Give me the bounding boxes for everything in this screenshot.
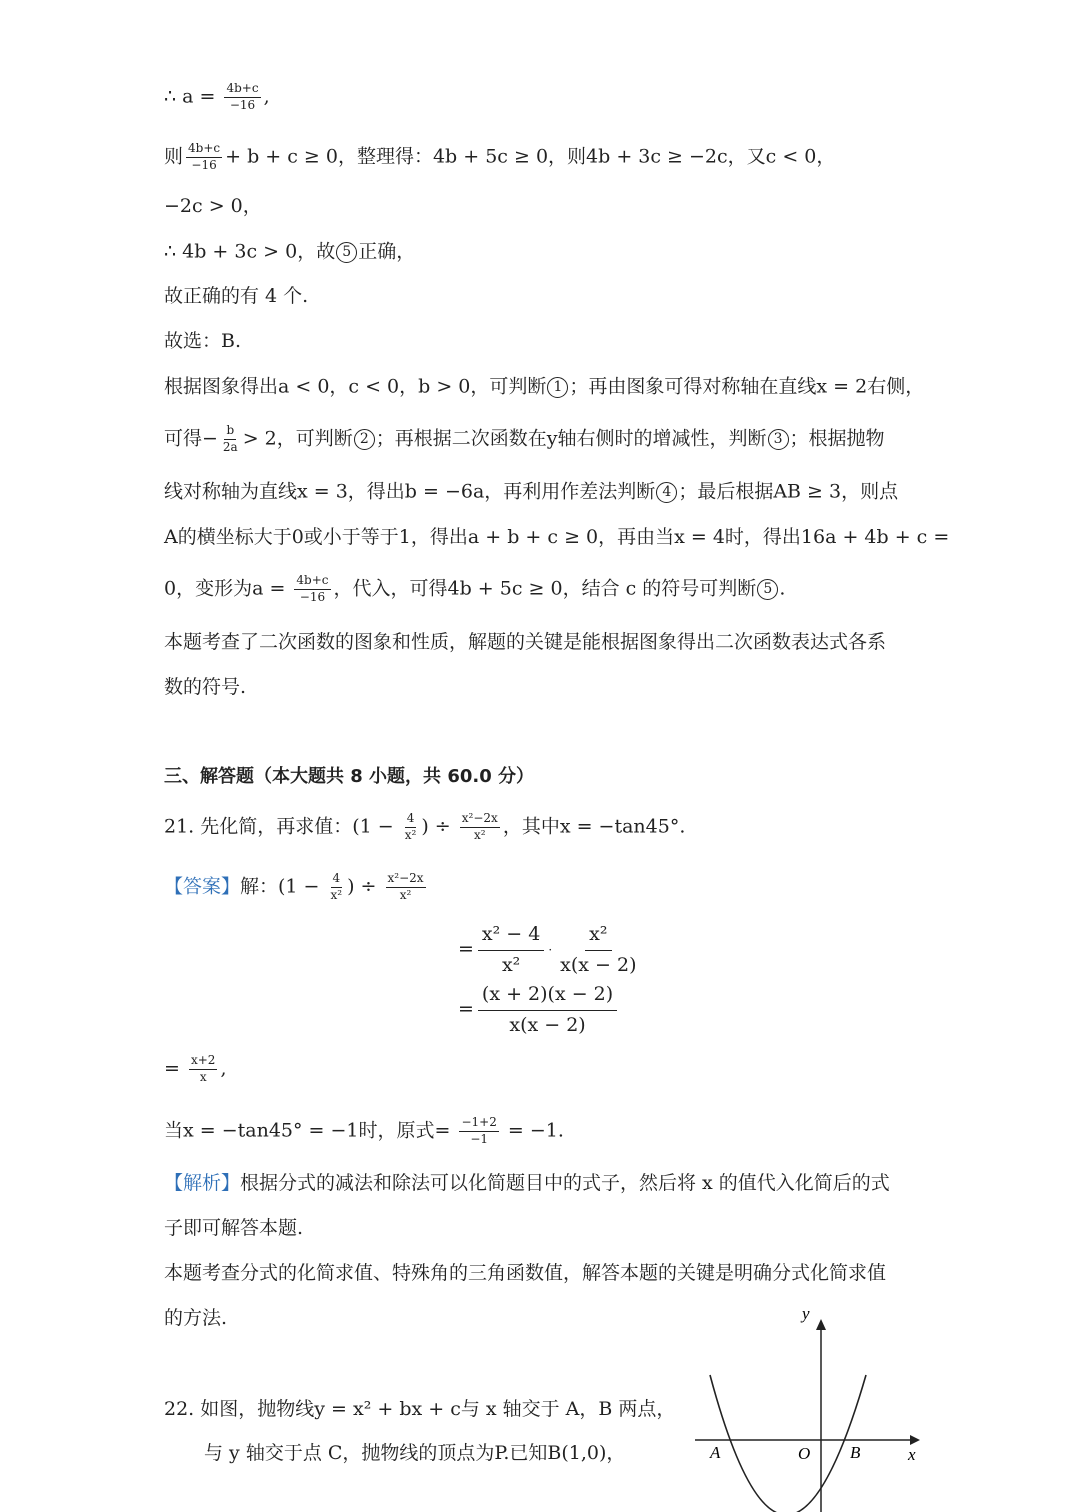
line-simplify bbox=[164, 142, 835, 173]
q21-evaluate bbox=[164, 1116, 564, 1147]
q21-stem bbox=[164, 812, 685, 843]
numerator: x²−2x bbox=[460, 812, 500, 828]
text: = bbox=[458, 938, 474, 961]
fraction bbox=[478, 982, 617, 1038]
text: 则 bbox=[164, 145, 184, 168]
answer-tag: 【答案】 bbox=[164, 875, 241, 898]
denominator: x² bbox=[399, 887, 412, 902]
q21-analysis-1 bbox=[164, 1174, 890, 1193]
text: ；最后根据AB ≥ 3，则点 bbox=[678, 480, 899, 503]
numerator: 4b+c bbox=[294, 574, 330, 590]
text: ) ÷ bbox=[347, 875, 383, 898]
numerator: x² bbox=[585, 922, 611, 951]
denominator: −16 bbox=[229, 97, 256, 112]
q21-step-3 bbox=[164, 1054, 226, 1085]
text: 正确， bbox=[358, 240, 416, 263]
q22-stem-1: 22. 如图，抛物线y = x² + bx + c与 x 轴交于 A，B 两点， bbox=[164, 1398, 676, 1420]
numerator: 4 bbox=[331, 872, 343, 888]
text: 0，变形为a = bbox=[164, 577, 292, 600]
line-a-expression bbox=[164, 82, 270, 113]
line-conclusion-5 bbox=[164, 242, 415, 263]
denominator: −1 bbox=[470, 1131, 489, 1146]
fraction bbox=[294, 574, 330, 605]
text: ∴ 4b + 3c > 0，故 bbox=[164, 240, 336, 263]
denominator: 2a bbox=[222, 439, 238, 454]
text: ) ÷ bbox=[421, 815, 457, 838]
line-analysis-1 bbox=[164, 377, 924, 398]
fraction bbox=[556, 922, 640, 978]
numerator: −1+2 bbox=[459, 1116, 498, 1132]
text: , bbox=[220, 1057, 227, 1080]
fraction bbox=[403, 812, 419, 843]
text: 21. 先化简，再求值：(1 − bbox=[164, 815, 400, 838]
text: = bbox=[164, 1057, 186, 1080]
text: ；根据抛物 bbox=[789, 427, 885, 450]
numerator: (x + 2)(x − 2) bbox=[478, 982, 617, 1011]
circled-number: 1 bbox=[547, 377, 568, 398]
line-analysis-5 bbox=[164, 574, 785, 605]
text: 线对称轴为直线x = 3，得出b = −6a，再利用作差法判断 bbox=[164, 480, 656, 503]
text: = −1. bbox=[501, 1119, 564, 1142]
q21-step-2 bbox=[458, 982, 621, 1038]
x-axis-label: x bbox=[908, 1445, 916, 1464]
text: ；再根据二次函数在y轴右侧时的增减性，判断 bbox=[375, 427, 767, 450]
text: ；再由图象可得对称轴在直线x = 2右侧， bbox=[569, 375, 925, 398]
fraction bbox=[478, 922, 544, 978]
point-a-label: A bbox=[710, 1443, 721, 1462]
numerator: 4 bbox=[405, 812, 417, 828]
line-analysis-2 bbox=[164, 424, 885, 455]
circled-number: 3 bbox=[768, 429, 789, 450]
circled-number: 2 bbox=[354, 429, 375, 450]
origin-label: O bbox=[798, 1444, 811, 1463]
text: = bbox=[458, 998, 474, 1021]
y-axis-arrow-icon bbox=[816, 1319, 826, 1330]
fraction bbox=[186, 142, 222, 173]
text: 解：(1 − bbox=[240, 875, 326, 898]
text: 根据分式的减法和除法可以化简题目中的式子，然后将 x 的值代入化简后的式 bbox=[240, 1172, 890, 1194]
q21-step-1 bbox=[458, 922, 645, 978]
denominator: x² bbox=[474, 827, 486, 842]
q22-stem-2: 与 y 轴交于点 C，抛物线的顶点为P.已知B(1,0)， bbox=[204, 1442, 626, 1464]
line-count-correct: 故正确的有 4 个. bbox=[164, 285, 309, 307]
denominator: x(x − 2) bbox=[560, 953, 637, 976]
circled-number: 5 bbox=[757, 579, 778, 600]
text: , bbox=[263, 85, 270, 108]
circled-number: 5 bbox=[336, 242, 357, 263]
fraction bbox=[459, 1116, 498, 1147]
denominator: x² bbox=[501, 953, 521, 976]
section-heading: 三、解答题（本大题共 8 小题，共 60.0 分） bbox=[164, 766, 535, 787]
fraction bbox=[221, 424, 240, 455]
q21-analysis-2: 子即可解答本题. bbox=[164, 1217, 304, 1239]
analysis-tag: 【解析】 bbox=[164, 1172, 241, 1194]
denominator: x² bbox=[404, 827, 417, 842]
numerator: x²−2x bbox=[386, 872, 426, 888]
fraction bbox=[224, 82, 260, 113]
denominator: x² bbox=[330, 887, 343, 902]
line-analysis-4: A的横坐标大于0或小于等于1，得出a + b + c ≥ 0，再由当x = 4时，得出16a + 4b + c = bbox=[164, 526, 950, 548]
text: + b + c ≥ 0，整理得：4b + 5c ≥ 0，则4b + 3c ≥ −2c，又c < 0， bbox=[225, 145, 836, 168]
text: . bbox=[779, 577, 786, 600]
numerator: x+2 bbox=[189, 1054, 217, 1070]
text: 根据图象得出a < 0，c < 0，b > 0，可判断 bbox=[164, 375, 547, 398]
y-axis-label: y bbox=[802, 1305, 810, 1323]
fraction bbox=[329, 872, 345, 903]
denominator: −16 bbox=[191, 157, 217, 172]
parabola-graph bbox=[690, 1305, 930, 1512]
x-axis-arrow-icon bbox=[910, 1435, 920, 1445]
numerator: 4b+c bbox=[186, 142, 222, 158]
fraction bbox=[189, 1054, 217, 1085]
line-choice: 故选：B. bbox=[164, 330, 242, 352]
text: ∴ a = bbox=[164, 85, 222, 108]
q21-review-2: 的方法. bbox=[164, 1307, 228, 1329]
text: · bbox=[548, 943, 553, 958]
text: 当x = −tan45° = −1时，原式= bbox=[164, 1119, 457, 1142]
text: ，代入，可得4b + 5c ≥ 0，结合 c 的符号可判断 bbox=[333, 577, 757, 600]
line-analysis-3 bbox=[164, 482, 898, 503]
fraction bbox=[460, 812, 500, 843]
numerator: b bbox=[224, 424, 236, 440]
line-minus-2c: −2c > 0， bbox=[164, 195, 262, 217]
fraction bbox=[386, 872, 426, 903]
numerator: 4b+c bbox=[224, 82, 260, 98]
denominator: x bbox=[199, 1069, 207, 1084]
circled-number: 4 bbox=[656, 482, 677, 503]
line-review-1: 本题考查了二次函数的图象和性质，解题的关键是能根据图象得出二次函数表达式各系 bbox=[164, 631, 887, 653]
text: ，其中x = −tan45°. bbox=[502, 815, 686, 838]
denominator: x(x − 2) bbox=[509, 1013, 586, 1036]
line-review-2: 数的符号. bbox=[164, 676, 247, 698]
parabola-curve bbox=[710, 1375, 866, 1512]
point-b-label: B bbox=[850, 1443, 861, 1462]
q21-review-1: 本题考查分式的化简求值、特殊角的三角函数值，解答本题的关键是明确分式化简求值 bbox=[164, 1262, 887, 1284]
denominator: −16 bbox=[299, 589, 326, 604]
q21-answer bbox=[164, 872, 429, 903]
text: > 2，可判断 bbox=[242, 427, 353, 450]
text: 可得− bbox=[164, 427, 218, 450]
numerator: x² − 4 bbox=[478, 922, 544, 951]
